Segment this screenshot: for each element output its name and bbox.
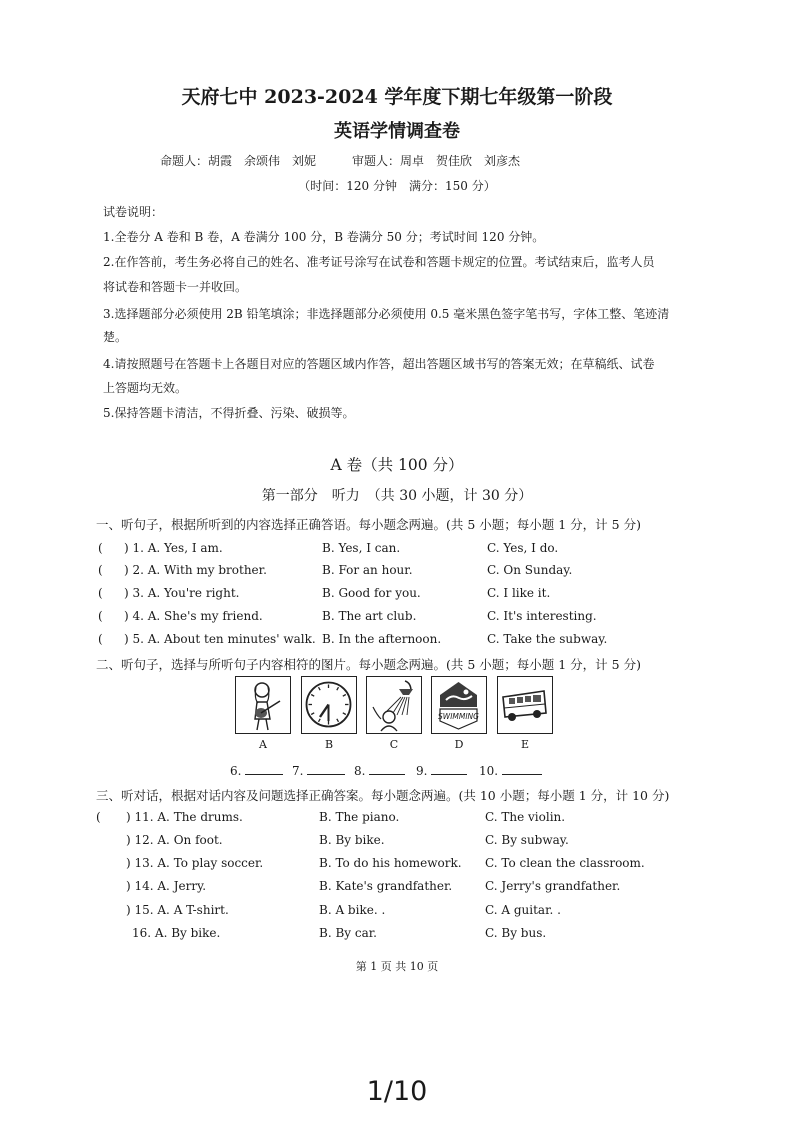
answer-blank	[230, 762, 283, 778]
option-c: C. Jerry's grandfather.	[485, 879, 621, 893]
clock-picture	[301, 676, 357, 734]
option-b: B. The art club.	[322, 609, 417, 623]
answer-paren[interactable]: (	[98, 541, 103, 555]
guitar-player-picture	[235, 676, 291, 734]
blank-line[interactable]	[502, 762, 542, 775]
section-a-heading: A 卷（共 100 分）	[330, 456, 464, 474]
option-b: B. In the afternoon.	[322, 632, 442, 646]
answer-paren[interactable]: (	[98, 563, 103, 577]
option-c: C. A guitar. .	[485, 903, 561, 917]
picture-label: B	[324, 738, 334, 751]
option-c: C. By subway.	[485, 833, 569, 847]
answer-blank	[292, 762, 345, 778]
blank-line[interactable]	[431, 762, 467, 775]
exam-title: 天府七中 2023-2024 学年度下期七年级第一阶段	[181, 86, 613, 108]
option-a: ) 14. A. Jerry.	[126, 879, 207, 893]
option-b: B. Yes, I can.	[322, 541, 401, 555]
section2-heading: 二、听句子，选择与所听句子内容相符的图片。每小题念两遍。(共 5 小题；每小题 1 分，计 5 分)	[96, 657, 641, 672]
option-b: B. Good for you.	[322, 586, 421, 600]
section1-heading: 一、听句子，根据所听到的内容选择正确答语。每小题念两遍。(共 5 小题；每小题 1 分，计 5 分)	[96, 517, 641, 532]
instruction-line: 5.保持答题卡清洁，不得折叠、污染、破损等。	[103, 406, 355, 420]
option-a: ) 5. A. About ten minutes' walk.	[124, 632, 316, 646]
instruction-line: 1.全卷分 A 卷和 B 卷，A 卷满分 100 分，B 卷满分 50 分；考试时间 120 分钟。	[103, 230, 545, 244]
answer-paren[interactable]: (	[96, 810, 101, 824]
instruction-line: 楚。	[103, 330, 128, 344]
blank-line[interactable]	[369, 762, 405, 775]
answer-blank	[354, 762, 405, 778]
answer-blank	[416, 762, 467, 778]
option-c: C. Yes, I do.	[487, 541, 559, 555]
answer-paren[interactable]: (	[98, 632, 103, 646]
option-b: B. The piano.	[319, 810, 400, 824]
instruction-line: 将试卷和答题卡一并收回。	[103, 280, 248, 294]
instructions-heading: 试卷说明：	[103, 205, 164, 219]
picture-label: A	[259, 738, 267, 751]
page-indicator: 1/10	[366, 1076, 428, 1107]
option-c: C. The violin.	[485, 810, 566, 824]
option-c: C. It's interesting.	[487, 609, 597, 623]
exam-subtitle: 英语学情调查卷	[334, 121, 460, 142]
option-a: ) 13. A. To play soccer.	[126, 856, 264, 870]
option-a: 16. A. By bike.	[132, 926, 221, 940]
option-b: B. A bike. .	[319, 903, 386, 917]
picture-label: E	[520, 738, 530, 751]
instruction-line: 3.选择题部分必须使用 2B 铅笔填涂；非选择题部分必须使用 0.5 毫米黑色签字笔书写，字体工整、笔迹清	[103, 307, 670, 321]
answer-paren[interactable]: (	[98, 586, 103, 600]
option-c: C. On Sunday.	[487, 563, 573, 577]
answer-paren[interactable]: (	[98, 609, 103, 623]
blank-number: 8.	[354, 764, 366, 778]
bus-picture	[497, 676, 553, 734]
page-footer: 第 1 页 共 10 页	[355, 960, 439, 973]
swimming-sign-picture	[431, 676, 487, 734]
part1-heading: 第一部分 听力 （共 30 小题，计 30 分）	[261, 488, 533, 504]
picture-label: C	[389, 738, 399, 751]
option-c: C. By bus.	[485, 926, 547, 940]
option-a: ) 15. A. A T-shirt.	[126, 903, 229, 917]
option-b: B. For an hour.	[322, 563, 413, 577]
exam-time-info: （时间：120 分钟 满分：150 分）	[298, 179, 496, 193]
instruction-line: 2.在作答前，考生务必将自己的姓名、准考证号涂写在试卷和答题卡规定的位置。考试结束后，监考人员	[103, 255, 655, 269]
blank-number: 7.	[292, 764, 304, 778]
option-a: ) 12. A. On foot.	[126, 833, 223, 847]
blank-line[interactable]	[307, 762, 345, 775]
exam-authors: 命题人：胡霞 余颂伟 刘妮 审题人：周卓 贺佳欣 刘彦杰	[160, 154, 521, 168]
blank-number: 9.	[416, 764, 428, 778]
instruction-line: 4.请按照题号在答题卡上各题目对应的答题区域内作答，超出答题区域书写的答案无效；在草稿纸、试卷	[103, 357, 655, 371]
answer-blank	[479, 762, 542, 778]
picture-label: D	[454, 738, 464, 751]
option-a: ) 2. A. With my brother.	[124, 563, 267, 577]
option-b: B. To do his homework.	[319, 856, 462, 870]
swimming-sign-text: SWIMMING	[438, 712, 479, 721]
option-a: ) 4. A. She's my friend.	[124, 609, 263, 623]
option-c: C. I like it.	[487, 586, 551, 600]
option-b: B. Kate's grandfather.	[319, 879, 453, 893]
blank-number: 10.	[479, 764, 499, 778]
option-a: ) 11. A. The drums.	[126, 810, 243, 824]
picture-strip	[235, 676, 555, 736]
option-a: ) 3. A. You're right.	[124, 586, 240, 600]
option-a: ) 1. A. Yes, I am.	[124, 541, 223, 555]
option-b: B. By bike.	[319, 833, 385, 847]
option-c: C. To clean the classroom.	[485, 856, 645, 870]
instruction-line: 上答题均无效。	[103, 381, 188, 395]
blank-line[interactable]	[245, 762, 283, 775]
section3-heading: 三、听对话，根据对话内容及问题选择正确答案。每小题念两遍。(共 10 小题；每小题 1 分，计 10 分)	[96, 788, 670, 803]
blank-number: 6.	[230, 764, 242, 778]
option-b: B. By car.	[319, 926, 377, 940]
option-c: C. Take the subway.	[487, 632, 608, 646]
shower-picture	[366, 676, 422, 734]
